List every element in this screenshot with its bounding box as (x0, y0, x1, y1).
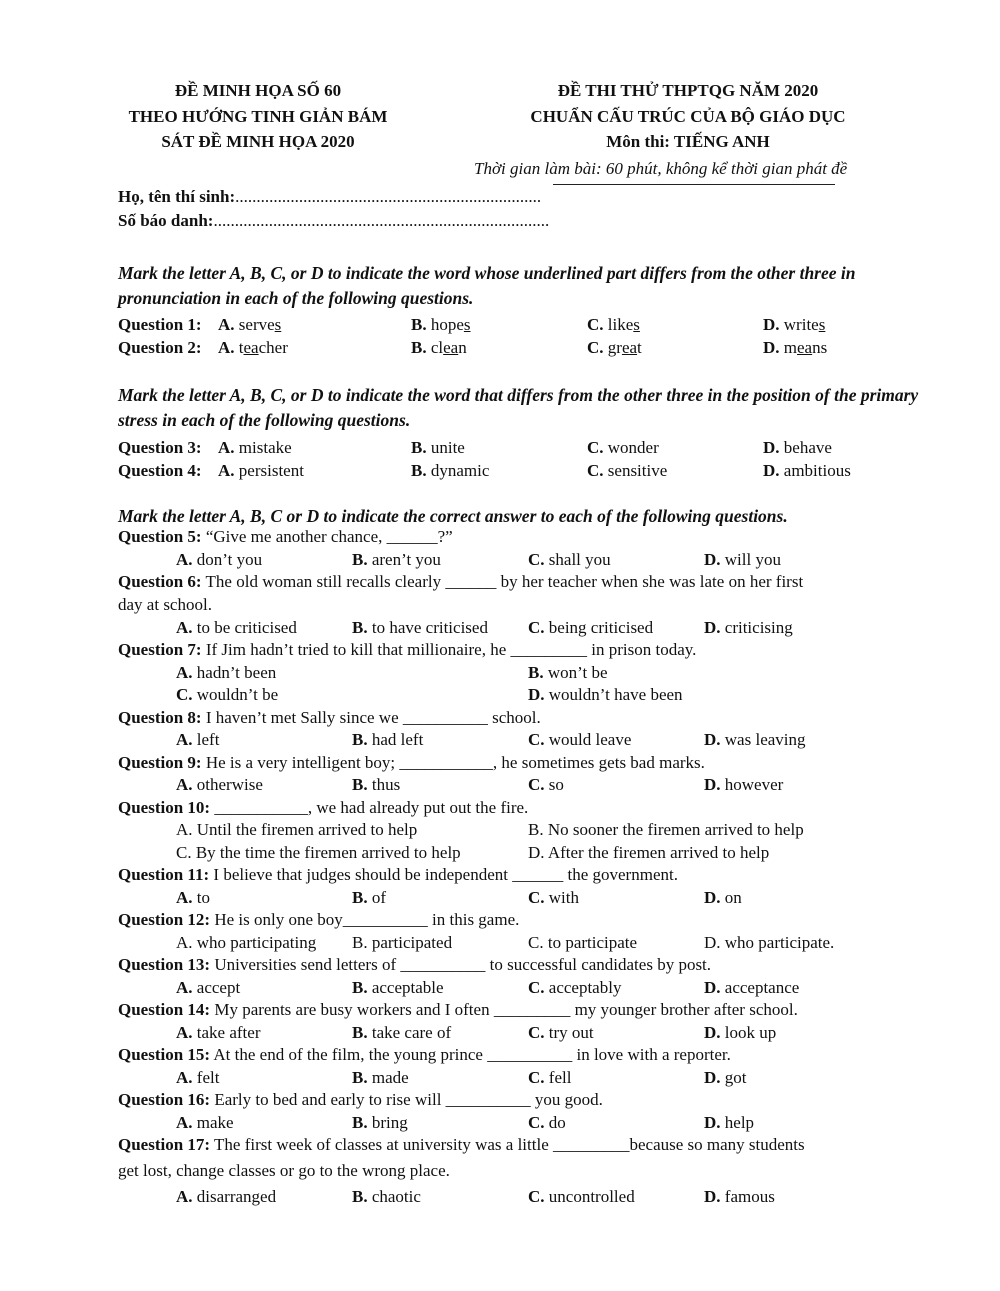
q15-option-c: C. fell (528, 1068, 572, 1087)
q5-option-c: C. shall you (528, 550, 611, 569)
question-10: Question 10: ___________, we had already put out the fire. (118, 798, 529, 817)
option-a: A. serves (218, 315, 282, 334)
q17-option-b: B. chaotic (352, 1187, 421, 1206)
q13-option-a: A. accept (176, 978, 241, 997)
question-11: Question 11: I believe that judges should be independent ______ the government. (118, 865, 678, 884)
question-label: Question 3: (118, 438, 202, 457)
q12-option-a: A. who participating (176, 933, 317, 952)
section-instruction-pronunciation: Mark the letter A, B, C, or D to indicate the word whose underlined part differs from the other three in pronunciation in each of the following questions. (118, 263, 856, 308)
q8-option-a: A. left (176, 730, 220, 749)
q13-option-b: B. acceptable (352, 978, 444, 997)
q8-option-d: D. was leaving (704, 730, 806, 749)
question-label: Question 4: (118, 461, 202, 480)
q10-option-b: B. No sooner the firemen arrived to help (528, 820, 804, 839)
q11-option-c: C. with (528, 888, 580, 907)
header-left-line-1: ĐỀ MINH HỌA SỐ 60 (174, 81, 342, 100)
q15-option-d: D. got (704, 1068, 747, 1087)
option-a: A. mistake (218, 438, 292, 457)
option-c: C. sensitive (587, 461, 668, 480)
student-name-line: Họ, tên thí sinh:........................................................................ (118, 187, 542, 206)
q12-option-c: C. to participate (528, 933, 638, 952)
header-right-line-1: ĐỀ THI THỬ THPTQG NĂM 2020 (557, 81, 819, 100)
question-17-continued: get lost, change classes or go to the wrong place. (118, 1161, 450, 1180)
question-9: Question 9: He is a very intelligent boy; ___________, he sometimes gets bad marks. (118, 753, 705, 772)
question-6: Question 6: The old woman still recalls clearly ______ by her teacher when she was late on her first (118, 572, 804, 591)
option-a: A. teacher (218, 338, 288, 357)
question-17: Question 17: The first week of classes at university was a little _________because so many students (118, 1135, 805, 1154)
question-13: Question 13: Universities send letters of __________ to successful candidates by post. (118, 955, 712, 974)
q6-option-c: C. being criticised (528, 618, 654, 637)
q10-option-c: C. By the time the firemen arrived to help (176, 843, 461, 862)
section-instruction-correct-answer: Mark the letter A, B, C or D to indicate the correct answer to each of the following questions. (118, 506, 788, 526)
q14-option-b: B. take care of (352, 1023, 452, 1042)
q14-option-a: A. take after (176, 1023, 261, 1042)
q16-option-a: A. make (176, 1113, 234, 1132)
q11-option-a: A. to (176, 888, 211, 907)
option-d: D. means (763, 338, 828, 357)
q14-option-d: D. look up (704, 1023, 777, 1042)
q12-option-d: D. who participate. (704, 933, 835, 952)
q17-option-c: C. uncontrolled (528, 1187, 635, 1206)
option-b: B. unite (411, 438, 465, 457)
option-c: C. likes (587, 315, 640, 334)
exam-time: Thời gian làm bài: 60 phút, không kể thời gian phát đề (474, 159, 848, 178)
q8-option-b: B. had left (352, 730, 424, 749)
q6-option-a: A. to be criticised (176, 618, 297, 637)
option-b: B. hopes (411, 315, 471, 334)
q9-option-b: B. thus (352, 775, 401, 794)
q8-option-c: C. would leave (528, 730, 632, 749)
q14-option-c: C. try out (528, 1023, 594, 1042)
question-label: Question 2: (118, 338, 202, 357)
option-d: D. writes (763, 315, 826, 334)
q16-option-d: D. help (704, 1113, 755, 1132)
header-left-line-3: SÁT ĐỀ MINH HỌA 2020 (161, 132, 355, 151)
question-15: Question 15: At the end of the film, the young prince __________ in love with a reporter. (118, 1045, 731, 1064)
option-d: D. ambitious (763, 461, 851, 480)
q9-option-d: D. however (704, 775, 784, 794)
question-7: Question 7: If Jim hadn’t tried to kill that millionaire, he _________ in prison today. (118, 640, 697, 659)
header-right-line-2: CHUẨN CẤU TRÚC CỦA BỘ GIÁO DỤC (530, 107, 846, 126)
question-5: Question 5: “Give me another chance, ______?” (118, 527, 453, 546)
q7-option-b: B. won’t be (528, 663, 608, 682)
q7-option-d: D. wouldn’t have been (528, 685, 683, 704)
q7-option-c: C. wouldn’t be (176, 685, 279, 704)
q5-option-b: B. aren’t you (352, 550, 441, 569)
question-12: Question 12: He is only one boy__________ in this game. (118, 910, 520, 929)
option-b: B. clean (411, 338, 467, 357)
header-left-line-2: THEO HƯỚNG TINH GIẢN BÁM (128, 107, 388, 126)
q12-option-b: B. participated (352, 933, 453, 952)
option-b: B. dynamic (411, 461, 490, 480)
q16-option-c: C. do (528, 1113, 566, 1132)
q15-option-b: B. made (352, 1068, 409, 1087)
question-6-continued: day at school. (118, 595, 212, 614)
q16-option-b: B. bring (352, 1113, 408, 1132)
question-14: Question 14: My parents are busy workers and I often _________ my younger brother after school. (118, 1000, 798, 1019)
q13-option-c: C. acceptably (528, 978, 622, 997)
q10-option-d: D. After the firemen arrived to help (528, 843, 770, 862)
q17-option-d: D. famous (704, 1187, 775, 1206)
q15-option-a: A. felt (176, 1068, 220, 1087)
option-d: D. behave (763, 438, 832, 457)
q5-option-d: D. will you (704, 550, 781, 569)
question-label: Question 1: (118, 315, 202, 334)
question-16: Question 16: Early to bed and early to rise will __________ you good. (118, 1090, 603, 1109)
question-8: Question 8: I haven’t met Sally since we __________ school. (118, 708, 541, 727)
q6-option-d: D. criticising (704, 618, 793, 637)
q11-option-d: D. on (704, 888, 742, 907)
section-instruction-stress: Mark the letter A, B, C, or D to indicate the word that differs from the other three in the position of the primary stress in each of the following questions. (118, 385, 919, 430)
q17-option-a: A. disarranged (176, 1187, 277, 1206)
q9-option-c: C. so (528, 775, 564, 794)
option-a: A. persistent (218, 461, 304, 480)
q7-option-a: A. hadn’t been (176, 663, 277, 682)
q11-option-b: B. of (352, 888, 387, 907)
header-right-line-3: Môn thi: TIẾNG ANH (606, 132, 770, 151)
header-rule (553, 184, 835, 185)
q5-option-a: A. don’t you (176, 550, 263, 569)
student-id-line: Số báo danh:............................................................................... (118, 211, 550, 230)
option-c: C. wonder (587, 438, 659, 457)
q13-option-d: D. acceptance (704, 978, 800, 997)
q9-option-a: A. otherwise (176, 775, 263, 794)
q6-option-b: B. to have criticised (352, 618, 488, 637)
option-c: C. great (587, 338, 642, 357)
q10-option-a: A. Until the firemen arrived to help (176, 820, 418, 839)
